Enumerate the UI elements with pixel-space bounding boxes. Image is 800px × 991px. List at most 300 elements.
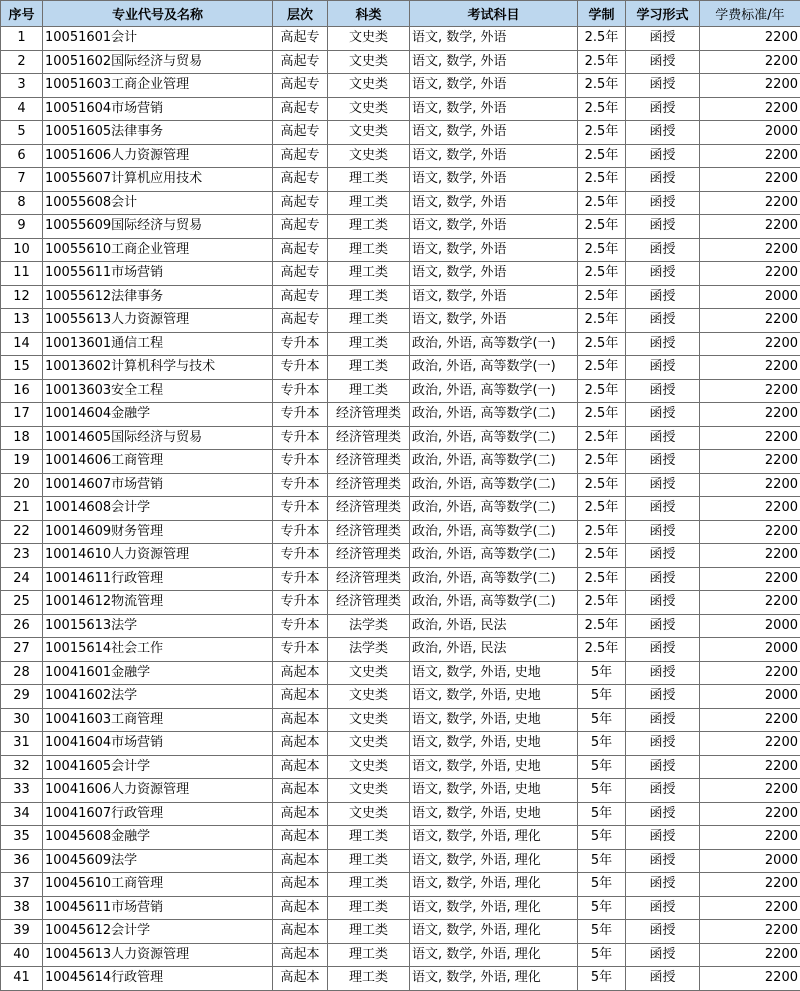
cell-tuition-fee: 2200 <box>700 826 800 850</box>
header-index: 序号 <box>1 1 43 27</box>
cell-tuition-fee: 2200 <box>700 497 800 521</box>
cell-index: 38 <box>1 896 43 920</box>
cell-level: 高起本 <box>273 849 328 873</box>
cell-exam-subjects: 语文, 数学, 外语, 理化 <box>410 943 578 967</box>
cell-exam-subjects: 政治, 外语, 民法 <box>410 638 578 662</box>
cell-exam-subjects: 政治, 外语, 高等数学(二) <box>410 426 578 450</box>
cell-study-form: 函授 <box>626 826 700 850</box>
cell-level: 专升本 <box>273 544 328 568</box>
cell-duration: 2.5年 <box>578 50 626 74</box>
cell-index: 17 <box>1 403 43 427</box>
cell-exam-subjects: 语文, 数学, 外语, 史地 <box>410 708 578 732</box>
cell-level: 高起本 <box>273 967 328 991</box>
cell-duration: 5年 <box>578 685 626 709</box>
cell-major-name: 10041607行政管理 <box>43 802 273 826</box>
cell-tuition-fee: 2200 <box>700 191 800 215</box>
cell-tuition-fee: 2200 <box>700 873 800 897</box>
cell-category: 理工类 <box>328 285 410 309</box>
cell-major-name: 10015614社会工作 <box>43 638 273 662</box>
cell-tuition-fee: 2200 <box>700 896 800 920</box>
cell-exam-subjects: 政治, 外语, 高等数学(二) <box>410 520 578 544</box>
cell-duration: 5年 <box>578 732 626 756</box>
cell-exam-subjects: 语文, 数学, 外语, 理化 <box>410 920 578 944</box>
cell-study-form: 函授 <box>626 379 700 403</box>
cell-index: 15 <box>1 356 43 380</box>
cell-duration: 2.5年 <box>578 74 626 98</box>
cell-study-form: 函授 <box>626 262 700 286</box>
cell-tuition-fee: 2200 <box>700 426 800 450</box>
cell-category: 法学类 <box>328 614 410 638</box>
cell-duration: 5年 <box>578 802 626 826</box>
cell-major-name: 10013602计算机科学与技术 <box>43 356 273 380</box>
cell-category: 经济管理类 <box>328 450 410 474</box>
cell-major-name: 10014607市场营销 <box>43 473 273 497</box>
cell-duration: 2.5年 <box>578 97 626 121</box>
cell-index: 31 <box>1 732 43 756</box>
cell-major-name: 10055609国际经济与贸易 <box>43 215 273 239</box>
cell-category: 文史类 <box>328 144 410 168</box>
cell-duration: 5年 <box>578 779 626 803</box>
cell-major-name: 10045611市场营销 <box>43 896 273 920</box>
cell-exam-subjects: 政治, 外语, 高等数学(二) <box>410 473 578 497</box>
cell-major-name: 10014610人力资源管理 <box>43 544 273 568</box>
cell-category: 经济管理类 <box>328 567 410 591</box>
cell-index: 29 <box>1 685 43 709</box>
cell-index: 5 <box>1 121 43 145</box>
cell-exam-subjects: 语文, 数学, 外语 <box>410 50 578 74</box>
cell-category: 文史类 <box>328 802 410 826</box>
cell-level: 高起本 <box>273 943 328 967</box>
cell-duration: 2.5年 <box>578 473 626 497</box>
cell-index: 16 <box>1 379 43 403</box>
cell-study-form: 函授 <box>626 755 700 779</box>
cell-exam-subjects: 政治, 外语, 高等数学(二) <box>410 497 578 521</box>
cell-study-form: 函授 <box>626 732 700 756</box>
cell-category: 经济管理类 <box>328 497 410 521</box>
cell-study-form: 函授 <box>626 97 700 121</box>
cell-tuition-fee: 2200 <box>700 356 800 380</box>
cell-duration: 2.5年 <box>578 191 626 215</box>
cell-duration: 2.5年 <box>578 285 626 309</box>
cell-study-form: 函授 <box>626 426 700 450</box>
cell-duration: 2.5年 <box>578 262 626 286</box>
cell-exam-subjects: 语文, 数学, 外语, 理化 <box>410 896 578 920</box>
cell-duration: 2.5年 <box>578 520 626 544</box>
cell-level: 专升本 <box>273 379 328 403</box>
cell-major-name: 10041601金融学 <box>43 661 273 685</box>
cell-study-form: 函授 <box>626 144 700 168</box>
cell-tuition-fee: 2200 <box>700 332 800 356</box>
cell-duration: 2.5年 <box>578 403 626 427</box>
cell-major-name: 10041604市场营销 <box>43 732 273 756</box>
table-row <box>1 121 800 145</box>
cell-exam-subjects: 语文, 数学, 外语 <box>410 27 578 51</box>
cell-study-form: 函授 <box>626 520 700 544</box>
cell-tuition-fee: 2200 <box>700 755 800 779</box>
header-fee: 学费标准/年 <box>700 1 800 27</box>
cell-index: 35 <box>1 826 43 850</box>
cell-tuition-fee: 2200 <box>700 50 800 74</box>
cell-duration: 2.5年 <box>578 238 626 262</box>
table-row <box>1 638 800 662</box>
cell-index: 28 <box>1 661 43 685</box>
table-row <box>1 661 800 685</box>
cell-category: 文史类 <box>328 708 410 732</box>
cell-index: 24 <box>1 567 43 591</box>
cell-tuition-fee: 2200 <box>700 779 800 803</box>
cell-tuition-fee: 2200 <box>700 967 800 991</box>
cell-level: 专升本 <box>273 332 328 356</box>
cell-duration: 5年 <box>578 755 626 779</box>
table-row <box>1 473 800 497</box>
cell-tuition-fee: 2200 <box>700 450 800 474</box>
cell-major-name: 10055610工商企业管理 <box>43 238 273 262</box>
table-row <box>1 27 800 51</box>
table-row <box>1 732 800 756</box>
table-row <box>1 191 800 215</box>
cell-category: 理工类 <box>328 191 410 215</box>
cell-major-name: 10041603工商管理 <box>43 708 273 732</box>
cell-exam-subjects: 语文, 数学, 外语, 理化 <box>410 967 578 991</box>
cell-tuition-fee: 2200 <box>700 544 800 568</box>
cell-major-name: 10055608会计 <box>43 191 273 215</box>
table-row <box>1 685 800 709</box>
cell-study-form: 函授 <box>626 121 700 145</box>
cell-level: 高起专 <box>273 191 328 215</box>
cell-duration: 2.5年 <box>578 379 626 403</box>
cell-duration: 2.5年 <box>578 27 626 51</box>
cell-study-form: 函授 <box>626 873 700 897</box>
cell-exam-subjects: 语文, 数学, 外语 <box>410 97 578 121</box>
cell-index: 30 <box>1 708 43 732</box>
cell-category: 经济管理类 <box>328 426 410 450</box>
cell-category: 理工类 <box>328 356 410 380</box>
cell-index: 8 <box>1 191 43 215</box>
cell-category: 法学类 <box>328 638 410 662</box>
cell-study-form: 函授 <box>626 685 700 709</box>
cell-level: 专升本 <box>273 567 328 591</box>
header-row <box>1 1 800 27</box>
cell-index: 21 <box>1 497 43 521</box>
cell-index: 25 <box>1 591 43 615</box>
cell-level: 高起专 <box>273 144 328 168</box>
cell-duration: 5年 <box>578 943 626 967</box>
cell-level: 高起本 <box>273 708 328 732</box>
header-name: 专业代号及名称 <box>43 1 273 27</box>
cell-tuition-fee: 2000 <box>700 685 800 709</box>
cell-study-form: 函授 <box>626 896 700 920</box>
cell-category: 经济管理类 <box>328 520 410 544</box>
cell-major-name: 10041606人力资源管理 <box>43 779 273 803</box>
cell-study-form: 函授 <box>626 544 700 568</box>
cell-level: 专升本 <box>273 473 328 497</box>
cell-exam-subjects: 语文, 数学, 外语, 史地 <box>410 661 578 685</box>
cell-index: 18 <box>1 426 43 450</box>
cell-study-form: 函授 <box>626 943 700 967</box>
cell-major-name: 10045609法学 <box>43 849 273 873</box>
cell-level: 专升本 <box>273 591 328 615</box>
table-row <box>1 614 800 638</box>
cell-level: 高起专 <box>273 168 328 192</box>
table-row <box>1 379 800 403</box>
cell-category: 文史类 <box>328 661 410 685</box>
table-row <box>1 896 800 920</box>
cell-category: 文史类 <box>328 755 410 779</box>
cell-exam-subjects: 政治, 外语, 高等数学(一) <box>410 356 578 380</box>
cell-major-name: 10051603工商企业管理 <box>43 74 273 98</box>
table-row <box>1 591 800 615</box>
cell-tuition-fee: 2200 <box>700 708 800 732</box>
cell-level: 高起专 <box>273 121 328 145</box>
cell-category: 理工类 <box>328 238 410 262</box>
cell-level: 专升本 <box>273 638 328 662</box>
cell-category: 文史类 <box>328 779 410 803</box>
cell-exam-subjects: 政治, 外语, 高等数学(二) <box>410 450 578 474</box>
cell-tuition-fee: 2200 <box>700 732 800 756</box>
cell-level: 高起专 <box>273 215 328 239</box>
header-category: 科类 <box>328 1 410 27</box>
table-row <box>1 802 800 826</box>
cell-index: 34 <box>1 802 43 826</box>
cell-category: 理工类 <box>328 168 410 192</box>
cell-tuition-fee: 2200 <box>700 943 800 967</box>
cell-exam-subjects: 语文, 数学, 外语 <box>410 121 578 145</box>
cell-tuition-fee: 2200 <box>700 74 800 98</box>
table-row <box>1 262 800 286</box>
table-row <box>1 873 800 897</box>
cell-duration: 2.5年 <box>578 591 626 615</box>
cell-exam-subjects: 语文, 数学, 外语, 理化 <box>410 849 578 873</box>
cell-exam-subjects: 语文, 数学, 外语 <box>410 191 578 215</box>
table-row <box>1 755 800 779</box>
cell-category: 理工类 <box>328 896 410 920</box>
cell-level: 高起本 <box>273 685 328 709</box>
header-subjects: 考试科目 <box>410 1 578 27</box>
cell-exam-subjects: 语文, 数学, 外语 <box>410 238 578 262</box>
cell-major-name: 10051601会计 <box>43 27 273 51</box>
cell-level: 专升本 <box>273 356 328 380</box>
cell-major-name: 10014606工商管理 <box>43 450 273 474</box>
cell-study-form: 函授 <box>626 638 700 662</box>
cell-major-name: 10015613法学 <box>43 614 273 638</box>
table-row <box>1 497 800 521</box>
cell-major-name: 10051605法律事务 <box>43 121 273 145</box>
header-form: 学习形式 <box>626 1 700 27</box>
cell-category: 经济管理类 <box>328 544 410 568</box>
header-level: 层次 <box>273 1 328 27</box>
cell-study-form: 函授 <box>626 356 700 380</box>
cell-tuition-fee: 2200 <box>700 567 800 591</box>
cell-index: 12 <box>1 285 43 309</box>
cell-exam-subjects: 语文, 数学, 外语 <box>410 285 578 309</box>
cell-level: 专升本 <box>273 497 328 521</box>
cell-major-name: 10051606人力资源管理 <box>43 144 273 168</box>
cell-duration: 2.5年 <box>578 356 626 380</box>
cell-level: 专升本 <box>273 403 328 427</box>
cell-category: 理工类 <box>328 967 410 991</box>
cell-major-name: 10045613人力资源管理 <box>43 943 273 967</box>
cell-index: 4 <box>1 97 43 121</box>
cell-category: 理工类 <box>328 920 410 944</box>
cell-level: 高起专 <box>273 262 328 286</box>
table-row <box>1 826 800 850</box>
cell-duration: 2.5年 <box>578 638 626 662</box>
cell-level: 高起专 <box>273 285 328 309</box>
table-row <box>1 779 800 803</box>
cell-duration: 2.5年 <box>578 544 626 568</box>
cell-index: 26 <box>1 614 43 638</box>
cell-study-form: 函授 <box>626 779 700 803</box>
cell-category: 文史类 <box>328 50 410 74</box>
cell-level: 高起本 <box>273 779 328 803</box>
cell-duration: 2.5年 <box>578 567 626 591</box>
cell-study-form: 函授 <box>626 591 700 615</box>
cell-index: 33 <box>1 779 43 803</box>
cell-category: 理工类 <box>328 379 410 403</box>
cell-study-form: 函授 <box>626 708 700 732</box>
cell-category: 理工类 <box>328 943 410 967</box>
cell-tuition-fee: 2000 <box>700 849 800 873</box>
table-row <box>1 920 800 944</box>
cell-duration: 2.5年 <box>578 426 626 450</box>
table-row <box>1 403 800 427</box>
cell-exam-subjects: 语文, 数学, 外语, 理化 <box>410 873 578 897</box>
cell-major-name: 10014609财务管理 <box>43 520 273 544</box>
cell-exam-subjects: 政治, 外语, 高等数学(二) <box>410 567 578 591</box>
cell-tuition-fee: 2200 <box>700 661 800 685</box>
cell-level: 专升本 <box>273 450 328 474</box>
cell-tuition-fee: 2000 <box>700 121 800 145</box>
cell-tuition-fee: 2200 <box>700 309 800 333</box>
cell-index: 36 <box>1 849 43 873</box>
cell-duration: 2.5年 <box>578 121 626 145</box>
cell-level: 高起专 <box>273 50 328 74</box>
cell-duration: 2.5年 <box>578 144 626 168</box>
table-row <box>1 74 800 98</box>
cell-index: 32 <box>1 755 43 779</box>
cell-major-name: 10014611行政管理 <box>43 567 273 591</box>
cell-major-name: 10013603安全工程 <box>43 379 273 403</box>
cell-exam-subjects: 语文, 数学, 外语, 理化 <box>410 826 578 850</box>
cell-study-form: 函授 <box>626 215 700 239</box>
table-row <box>1 50 800 74</box>
cell-category: 经济管理类 <box>328 403 410 427</box>
cell-exam-subjects: 语文, 数学, 外语 <box>410 74 578 98</box>
cell-tuition-fee: 2200 <box>700 144 800 168</box>
cell-level: 高起本 <box>273 802 328 826</box>
cell-level: 高起专 <box>273 309 328 333</box>
cell-study-form: 函授 <box>626 802 700 826</box>
cell-duration: 2.5年 <box>578 309 626 333</box>
cell-major-name: 10051604市场营销 <box>43 97 273 121</box>
cell-tuition-fee: 2200 <box>700 520 800 544</box>
cell-study-form: 函授 <box>626 403 700 427</box>
cell-category: 文史类 <box>328 74 410 98</box>
table-row <box>1 426 800 450</box>
cell-exam-subjects: 政治, 外语, 高等数学(二) <box>410 403 578 427</box>
cell-study-form: 函授 <box>626 614 700 638</box>
cell-major-name: 10051602国际经济与贸易 <box>43 50 273 74</box>
cell-category: 文史类 <box>328 121 410 145</box>
cell-index: 23 <box>1 544 43 568</box>
cell-level: 高起本 <box>273 920 328 944</box>
cell-exam-subjects: 语文, 数学, 外语 <box>410 215 578 239</box>
cell-exam-subjects: 语文, 数学, 外语 <box>410 262 578 286</box>
cell-level: 专升本 <box>273 426 328 450</box>
cell-index: 11 <box>1 262 43 286</box>
cell-duration: 5年 <box>578 849 626 873</box>
cell-category: 理工类 <box>328 215 410 239</box>
header-years: 学制 <box>578 1 626 27</box>
cell-study-form: 函授 <box>626 497 700 521</box>
cell-exam-subjects: 语文, 数学, 外语, 史地 <box>410 755 578 779</box>
table-row <box>1 849 800 873</box>
cell-tuition-fee: 2200 <box>700 27 800 51</box>
cell-category: 文史类 <box>328 27 410 51</box>
table-row <box>1 144 800 168</box>
cell-index: 1 <box>1 27 43 51</box>
cell-tuition-fee: 2200 <box>700 591 800 615</box>
cell-duration: 5年 <box>578 708 626 732</box>
cell-major-name: 10055607计算机应用技术 <box>43 168 273 192</box>
cell-index: 37 <box>1 873 43 897</box>
cell-tuition-fee: 2200 <box>700 262 800 286</box>
cell-exam-subjects: 语文, 数学, 外语, 史地 <box>410 732 578 756</box>
cell-category: 理工类 <box>328 873 410 897</box>
cell-study-form: 函授 <box>626 849 700 873</box>
cell-major-name: 10014604金融学 <box>43 403 273 427</box>
cell-major-name: 10014608会计学 <box>43 497 273 521</box>
cell-index: 19 <box>1 450 43 474</box>
cell-study-form: 函授 <box>626 967 700 991</box>
cell-level: 高起专 <box>273 97 328 121</box>
cell-index: 14 <box>1 332 43 356</box>
cell-index: 39 <box>1 920 43 944</box>
cell-category: 理工类 <box>328 826 410 850</box>
cell-duration: 5年 <box>578 826 626 850</box>
cell-major-name: 10045612会计学 <box>43 920 273 944</box>
table-row <box>1 332 800 356</box>
cell-category: 理工类 <box>328 849 410 873</box>
cell-study-form: 函授 <box>626 285 700 309</box>
cell-major-name: 10041605会计学 <box>43 755 273 779</box>
cell-tuition-fee: 2200 <box>700 802 800 826</box>
cell-major-name: 10055613人力资源管理 <box>43 309 273 333</box>
table-row <box>1 238 800 262</box>
cell-duration: 2.5年 <box>578 168 626 192</box>
cell-duration: 5年 <box>578 967 626 991</box>
table-row <box>1 450 800 474</box>
cell-level: 高起专 <box>273 27 328 51</box>
cell-level: 专升本 <box>273 614 328 638</box>
table-row <box>1 215 800 239</box>
cell-study-form: 函授 <box>626 473 700 497</box>
table-row <box>1 544 800 568</box>
table-row <box>1 97 800 121</box>
cell-level: 高起专 <box>273 238 328 262</box>
cell-index: 20 <box>1 473 43 497</box>
cell-duration: 2.5年 <box>578 497 626 521</box>
cell-category: 文史类 <box>328 97 410 121</box>
cell-index: 9 <box>1 215 43 239</box>
cell-duration: 5年 <box>578 920 626 944</box>
cell-category: 经济管理类 <box>328 473 410 497</box>
cell-category: 经济管理类 <box>328 591 410 615</box>
cell-category: 理工类 <box>328 309 410 333</box>
table-row <box>1 943 800 967</box>
cell-exam-subjects: 语文, 数学, 外语, 史地 <box>410 779 578 803</box>
cell-study-form: 函授 <box>626 661 700 685</box>
